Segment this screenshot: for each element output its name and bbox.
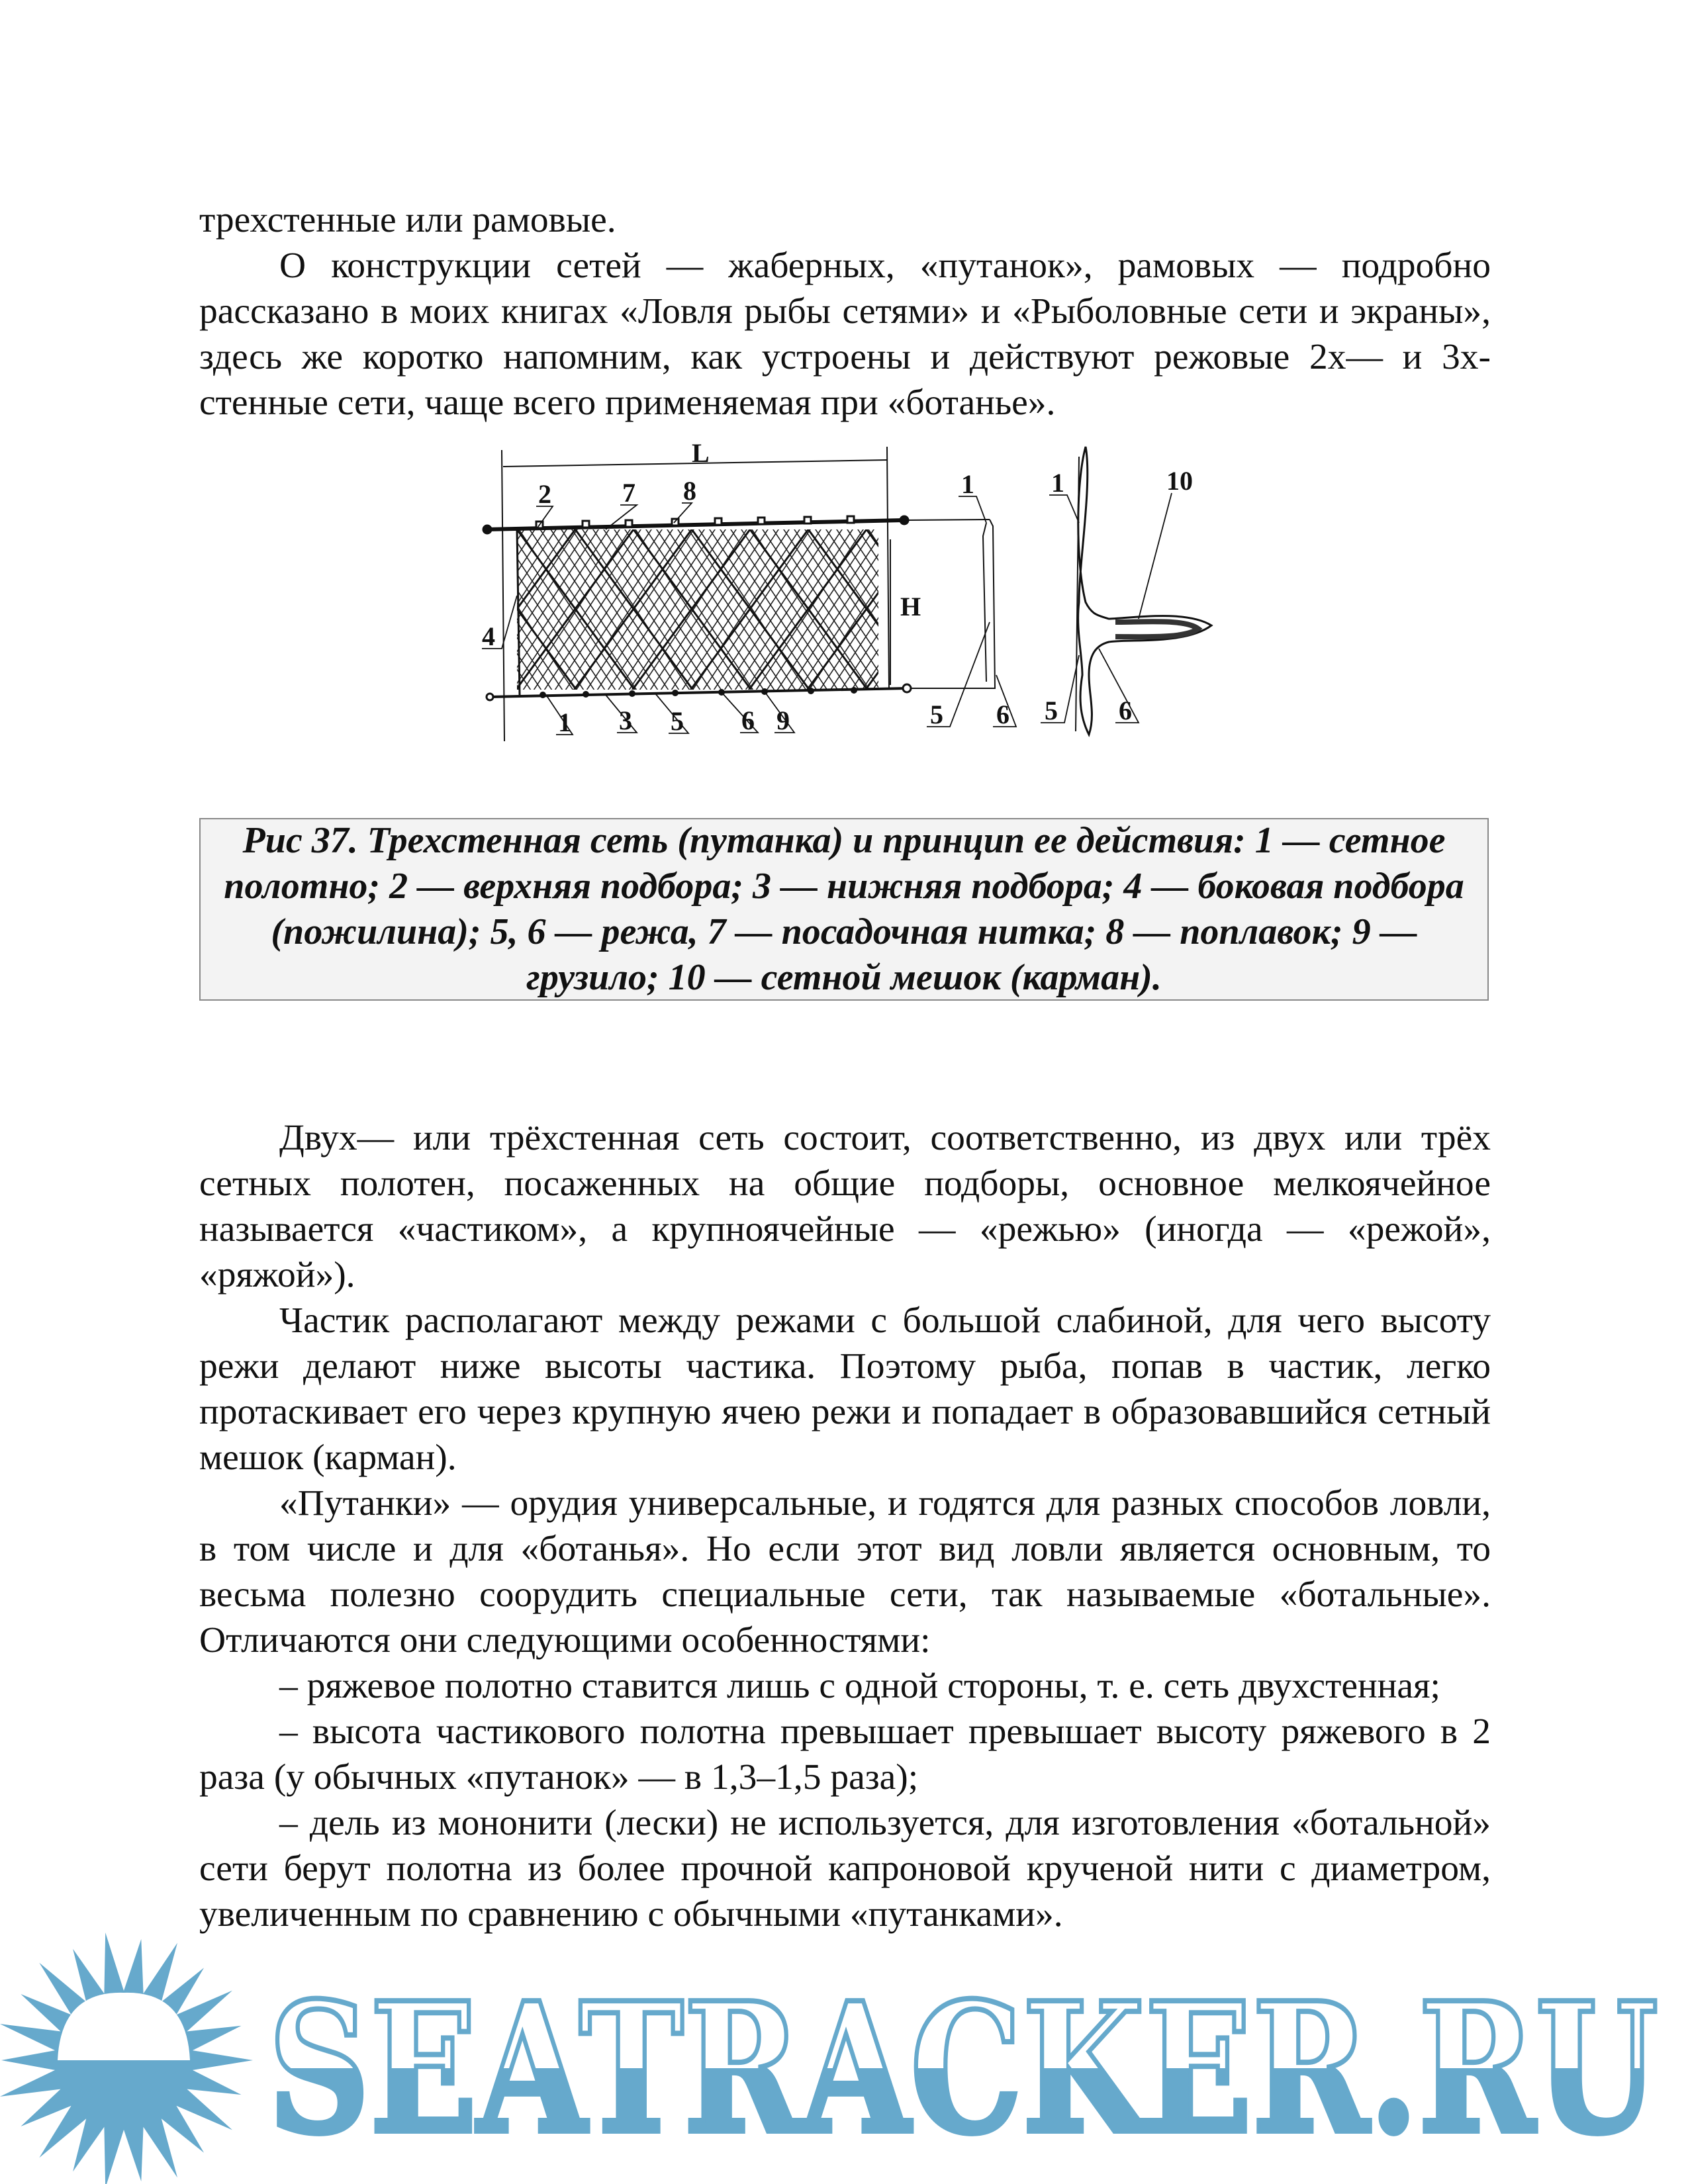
- callout-4: 4: [482, 621, 495, 651]
- body-text-top: [199, 197, 1491, 426]
- paragraph: трехстенные или рамовые.: [199, 200, 616, 240]
- figure-caption: [199, 818, 1489, 1001]
- net-diagram: [463, 430, 1258, 748]
- paragraph: Частик располагают между режами с большой слабиной, для чего высоту режи делают ниже высоты частика. Поэтому рыба, попав в частик, легко протаскивает его через крупную ячею режи и попадает в образовавшийся сетный мешок (карман).: [199, 1300, 1491, 1478]
- callout-1-right: 1: [961, 469, 974, 499]
- paragraph: Двух— или трёхстенная сеть состоит, соответственно, из двух или трёх сетных полотен, посаженных на общие подборы, основное мелкоячейное называется «частиком», а крупноячейные — «режью» (иногда — «режой», «ряжой»).: [199, 1118, 1491, 1295]
- paragraph: О конструкции сетей — жаберных, «путанок», рамовых — подробно рассказано в моих книгах «Ловля рыбы сетями» и «Рыболовные сети и экраны», здесь же коротко напомним, как устроены и действуют режовые 2х— и 3х-стенные сети, чаще всего применяемая при «ботанье».: [199, 246, 1491, 423]
- callout-7: 7: [622, 478, 635, 508]
- callout-9: 9: [776, 705, 790, 735]
- paragraph: «Путанки» — орудия универсальные, и годятся для разных способов ловли, в том числе и для «ботанья». Но если этот вид ловли является основным, то весьма полезно соорудить специальные сети, так называемые «ботальные». Отличаются они следующими особенностями:: [199, 1483, 1491, 1661]
- list-item: – ряжевое полотно ставится лишь с одной стороны, т. е. сеть двухстенная;: [279, 1666, 1440, 1706]
- callout-6-side: 6: [1119, 696, 1132, 725]
- watermark-logo: [0, 1933, 1688, 2184]
- list-item: – дель из мононити (лески) не используется, для изготовления «ботальной» сети берут полотна из более прочной капроновой крученой нити с диаметром, увеличенным по сравнению с обычными «путанками».: [199, 1803, 1491, 1934]
- watermark-text: SEATRACKER.RU: [268, 1963, 1658, 2173]
- height-label: H: [900, 592, 921, 621]
- callout-5-end: 5: [930, 700, 943, 729]
- sun-icon: [0, 1933, 253, 2184]
- length-label: L: [692, 438, 710, 468]
- callout-6-end: 6: [996, 700, 1009, 729]
- callout-3: 3: [619, 705, 632, 735]
- callout-6: 6: [741, 705, 755, 735]
- caption-text: Рис 37. Трехстенная сеть (путанка) и принцип ее действия: 1 — сетное полотно; 2 — верхняя подбора; 3 — нижняя подбора; 4 — боковая подбора (пожилина); 5, 6 — режа, 7 — посадочная нитка; 8 — поплавок; 9 — грузило; 10 — сетной мешок (карман).: [224, 820, 1464, 998]
- callout-5: 5: [671, 706, 684, 736]
- callout-5-side: 5: [1045, 696, 1058, 725]
- callout-2: 2: [538, 479, 551, 509]
- list-item: – высота частикового полотна превышает превышает высоту ряжевого в 2 раза (у обычных «путанок» — в 1,3–1,5 раза);: [199, 1711, 1491, 1797]
- callout-1-side: 1: [1051, 468, 1064, 498]
- callout-8: 8: [683, 476, 696, 506]
- callout-10: 10: [1166, 466, 1193, 496]
- callout-1-bottom: 1: [558, 707, 571, 737]
- body-text-bottom: [199, 1115, 1491, 1937]
